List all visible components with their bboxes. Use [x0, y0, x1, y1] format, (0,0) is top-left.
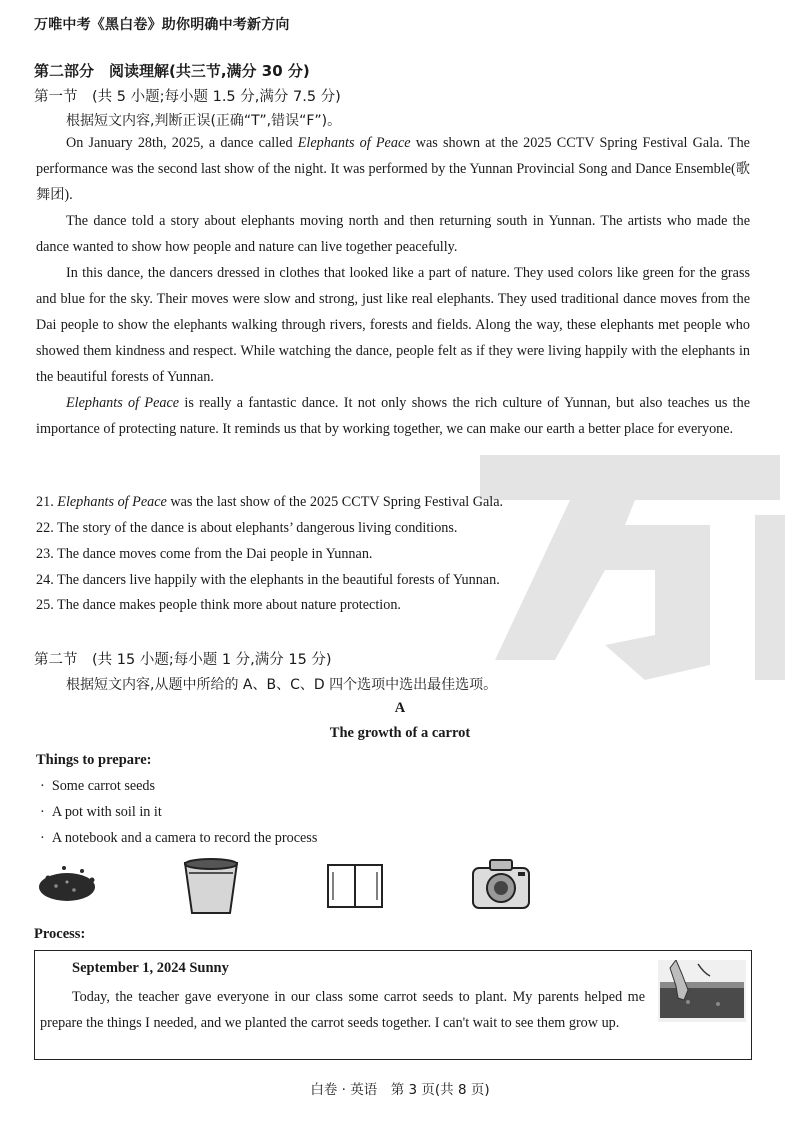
passage-paragraph-4: Elephants of Peace is really a fantastic dance. It not only shows the rich culture of Yunnan, but also teaches us the importance of protecting nature. It reminds us that by working together, we can make our earth a better place for everyone.: [36, 395, 750, 437]
prepare-heading: Things to prepare:: [36, 752, 152, 768]
question-24: 24. The dancers live happily with the elephants in the beautiful forests of Yunnan.: [36, 572, 500, 588]
page-footer: 白卷 · 英语 第 3 页(共 8 页): [310, 1082, 490, 1098]
part-title: 第二部分 阅读理解(共三节,满分 30 分): [34, 62, 310, 80]
question-25: 25. The dance makes people think more about nature protection.: [36, 597, 401, 613]
seeds-icon: [34, 860, 104, 906]
prepare-item: · Some carrot seeds: [40, 778, 156, 794]
prepare-item: · A pot with soil in it: [40, 804, 162, 820]
passage-letter: A: [394, 700, 406, 716]
diary-date: September 1, 2024 Sunny: [72, 960, 229, 976]
pot-icon: [180, 855, 242, 917]
prepare-item: · A notebook and a camera to record the process: [40, 830, 318, 846]
passage-paragraph-3: In this dance, the dancers dressed in clothes that looked like a part of nature. They used colors like green for the grass and blue for the sky. Their moves were slow and strong, just like real elephants. They used traditional dance moves from the Dai people to show the elephants walking through rivers, forests and fields. Along the way, these elephants met people who showed them kindness and respect. While watching the dance, people felt as if they were living happily with the elephants in the beautiful forests of Yunnan.: [36, 265, 750, 385]
passage-paragraph-2: The dance told a story about elephants moving north and then returning south in Yunnan. The artists who made the dance wanted to show how people and nature can live together peacefully.: [36, 213, 750, 255]
diary-text: Today, the teacher gave everyone in our class some carrot seeds to plant. My parents helped me prepare the things I needed, and we planted the carrot seeds together. I can't wait to see them grow up.: [40, 989, 645, 1031]
process-heading: Process:: [34, 926, 86, 942]
section2-title: 第二节 (共 15 小题;每小题 1 分,满分 15 分): [34, 652, 332, 668]
question-21: 21. Elephants of Peace was the last show of the 2025 CCTV Spring Festival Gala.: [36, 494, 504, 510]
passage-paragraph-1: On January 28th, 2025, a dance called Elephants of Peace was shown at the 2025 CCTV Spring Festival Gala. The performance was the second last show of the night. It was performed by the Yunnan Provincial Song and Dance Ensemble(歌舞团).: [36, 135, 750, 203]
planting-photo-icon: [658, 960, 746, 1022]
section2-instruction: 根据短文内容,从题中所给的 A、B、C、D 四个选项中选出最佳选项。: [66, 677, 498, 693]
question-23: 23. The dance moves come from the Dai people in Yunnan.: [36, 546, 373, 562]
passage-title: The growth of a carrot: [329, 725, 471, 741]
camera-icon: [470, 856, 532, 912]
question-22: 22. The story of the dance is about elephants’ dangerous living conditions.: [36, 520, 458, 536]
page-header: 万唯中考《黑白卷》助你明确中考新方向: [34, 17, 290, 33]
notebook-icon: [325, 862, 385, 910]
section1-title: 第一节 (共 5 小题;每小题 1.5 分,满分 7.5 分): [34, 89, 341, 105]
watermark-logo: [470, 455, 790, 680]
section1-instruction: 根据短文内容,判断正误(正确“T”,错误“F”)。: [66, 113, 342, 129]
